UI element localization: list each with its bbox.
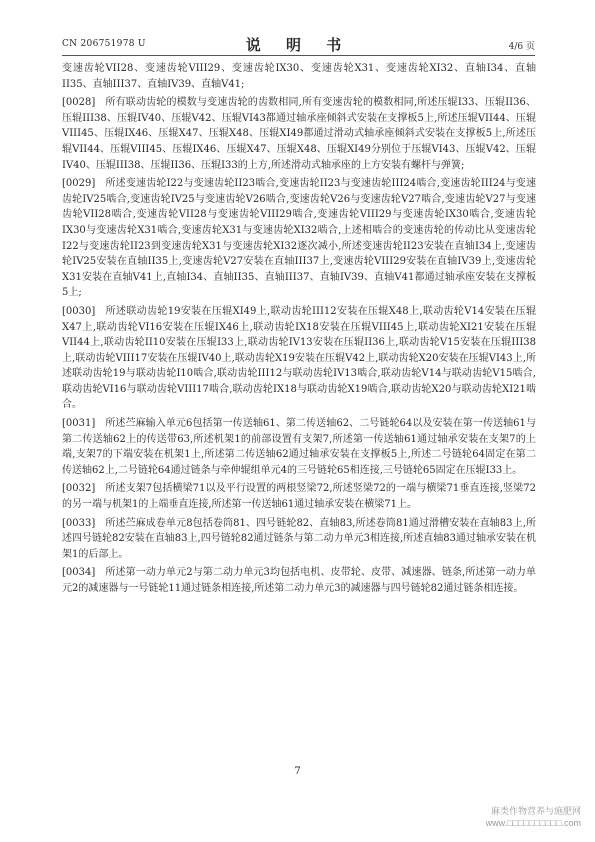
paragraph-text: 所述苎麻输入单元6包括第一传送轴61、第二传送轴62、二号链轮64以及安装在第一传送轴61与第二传送轴62上的传送带63,所述机架1的前部设置有支架7,所述第一传送轴61通过轴承安装在支架7的上端,支架7的下端安装在机架1上,所述第二传送轴62通过轴承安装在支撑板5上,所述二号链轮64固定在第二传送轴62上,二号链轮64通过链条与牵伸辊组单元4的三号链轮65相连接,三号链轮65固定在压辊I33上。 bbox=[62, 418, 536, 476]
paragraph-number: [0029] bbox=[62, 178, 96, 190]
patent-number: CN 206751978 U bbox=[62, 39, 146, 49]
paragraph-number: [0033] bbox=[62, 517, 96, 529]
paragraph-text: 变速齿轮VII28、变速齿轮VIII29、变速齿轮IX30、变速齿轮X31、变速齿轮XI32、直轴I34、直轴II35、直轴III37、直轴IV39、直轴V41; bbox=[62, 63, 536, 90]
site-watermark bbox=[486, 805, 581, 829]
paragraph-0028 bbox=[62, 95, 536, 173]
document-body bbox=[62, 61, 536, 600]
paragraph-0032 bbox=[62, 481, 536, 512]
watermark-url: www.□□□□□□□□□□.com bbox=[485, 818, 581, 828]
paragraph-number: [0028] bbox=[62, 97, 96, 109]
paragraph-text: 所述第一动力单元2与第二动力单元3均包括电机、皮带轮、皮带、减速器、链条,所述第一动力单元2的减速器与一号链轮11通过链条相连接,所述第二动力单元3的减速器与四号链轮82通过链条相连接。 bbox=[62, 567, 536, 594]
paragraph-continued bbox=[62, 61, 536, 92]
page-indicator: 4/6 页 bbox=[508, 42, 535, 52]
paragraph-number: [0031] bbox=[62, 418, 96, 430]
header-divider bbox=[62, 55, 535, 56]
paragraph-text: 所述联动齿轮19安装在压辊XI49上,联动齿轮III12安装在压辊X48上,联动齿轮V14安装在压辊X47上,联动齿轮VI16安装在压辊IX46上,联动齿轮IX18安装在压辊VIII45上,联动齿轮XI21安装在压辊VII44上,联动齿轮II10安装在压辊I33上,联动齿轮IV13安装在压辊II36上,联动齿轮V15安装在压辊III38上,联动齿轮VIII17安装在压辊IV40上,联动齿轮X19安装在压辊V42上,联动齿轮X20安装在压辊VI43上,所述联动齿轮19与联动齿轮I10啮合,联动齿轮III12与联动齿轮IV13啮合,联动齿轮V14与联动齿轮V15啮合,联动齿轮VI16与联动齿轮VIII17啮合,联动齿轮IX18与联动齿轮X19啮合,联动齿轮X20与联动齿轮XI21啮合。 bbox=[62, 305, 536, 411]
paragraph-text: 所有联动齿轮的模数与变速齿轮的齿数相同,所有变速齿轮的模数相同,所述压辊I33、压辊II36、压辊III38、压辊IV40、压辊V42、压辊VI43都通过轴承座倾斜式安装在支撑板5上,所述压辊VII44、压辊VIII45、压辊IX46、压辊X47、压辊X48、压辊XI49都通过滑动式轴承座倾斜式安装在支撑板5上,所述压辊VII44、压辊VIII45、压辊IX46、压辊X47、压辊X48、压辊XI49分别位于压辊VI43、压辊V42、压辊IV40、压辊III38、压辊II36、压辊I33的上方,所述滑动式轴承座的上方安装有螺杆与弹簧; bbox=[62, 97, 536, 171]
paragraph-number: [0034] bbox=[62, 567, 96, 579]
paragraph-text: 所述苎麻成卷单元8包括卷筒81、四号链轮82、直轴83,所述卷筒81通过滑槽安装在直轴83上,所述四号链轮82安装在直轴83上,四号链轮82通过链条与第二动力单元3相连接,所述直轴83通过轴承安装在机架1的后部上。 bbox=[62, 517, 536, 560]
document-title: 说 明 书 bbox=[245, 36, 352, 54]
paragraph-0029 bbox=[62, 176, 536, 301]
paragraph-0031 bbox=[62, 416, 536, 478]
page-header bbox=[62, 37, 535, 53]
watermark-title: 麻类作物营养与施肥网 bbox=[490, 806, 581, 816]
paragraph-number: [0032] bbox=[62, 483, 96, 495]
page-number: 7 bbox=[294, 766, 301, 777]
paragraph-text: 所述变速齿轮I22与变速齿轮II23啮合,变速齿轮II23与变速齿轮III24啮合,变速齿轮III24与变速齿轮IV25啮合,变速齿轮IV25与变速齿轮V26啮合,变速齿轮V26与变速齿轮V27啮合,变速齿轮V27与变速齿轮VII28啮合,变速齿轮VII28与变速齿轮VIII29啮合,变速齿轮VIII29与变速齿轮IX30啮合,变速齿轮IX30与变速齿轮X31啮合,变速齿轮X31与变速齿轮XI32啮合,上述相啮合的变速齿轮的传动比从变速齿轮I22与变速齿轮II23到变速齿轮X31与变速齿轮XI32逐次减小,所述变速齿轮II23安装在直轴I34上,变速齿轮IV25安装在直轴II35上,变速齿轮V27安装在直轴III37上,变速齿轮VIII29安装在直轴IV39上,变速齿轮X31安装在直轴V41上,直轴I34、直轴II35、直轴III37、直轴IV39、直轴V41都通过轴承座安装在支撑板5上; bbox=[62, 178, 536, 299]
paragraph-0033 bbox=[62, 516, 536, 563]
paragraph-0034 bbox=[62, 565, 536, 596]
paragraph-number: [0030] bbox=[62, 305, 96, 317]
paragraph-0030 bbox=[62, 304, 536, 413]
paragraph-text: 所述支架7包括横梁71以及平行设置的两根竖梁72,所述竖梁72的一端与横梁71垂直连接,竖梁72的另一端与机架1的上端垂直连接,所述第一传送轴61通过轴承安装在横梁71上。 bbox=[62, 483, 536, 511]
